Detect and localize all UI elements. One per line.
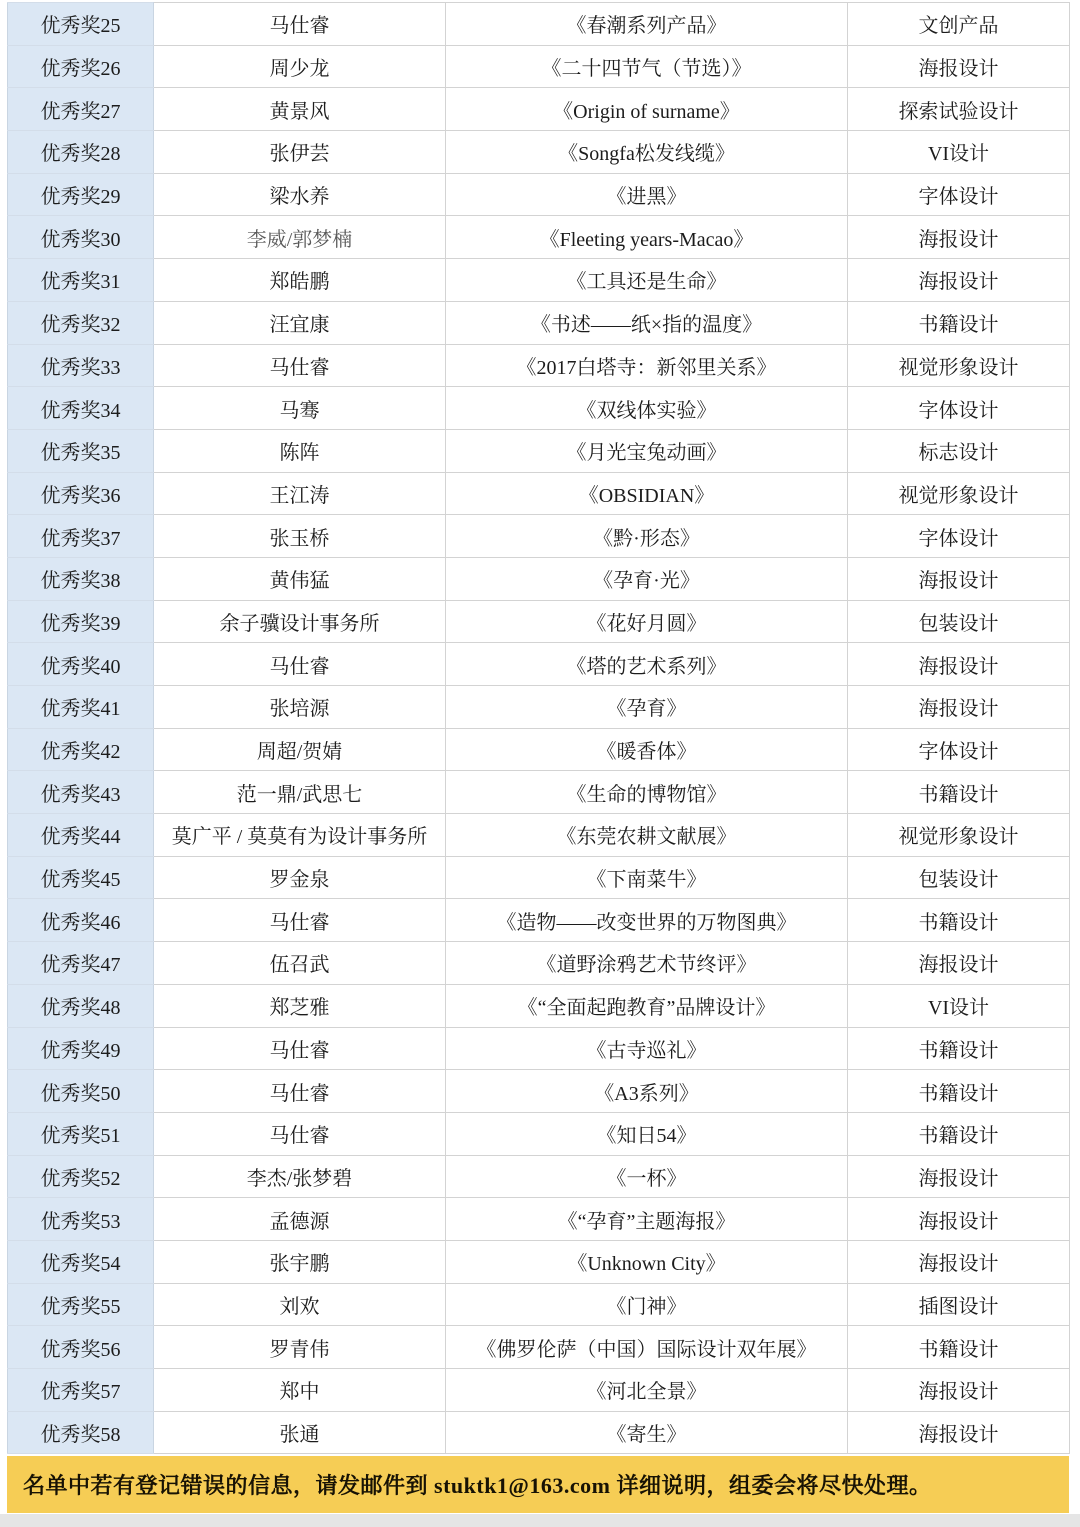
- award-rank-cell: 优秀奖56: [8, 1326, 154, 1369]
- author-cell: 余子骥设计事务所: [154, 600, 446, 643]
- table-row: [8, 1411, 1070, 1454]
- award-rank-cell: 优秀奖51: [8, 1112, 154, 1155]
- author-cell: 汪宜康: [154, 301, 446, 344]
- award-rank-cell: 优秀奖30: [8, 216, 154, 259]
- award-rank-cell: 优秀奖48: [8, 984, 154, 1027]
- award-rank-cell: 优秀奖46: [8, 899, 154, 942]
- work-title-cell: 《Unknown City》: [446, 1240, 848, 1283]
- category-cell: 海报设计: [848, 1240, 1070, 1283]
- work-title-cell: 《花好月圆》: [446, 600, 848, 643]
- category-cell: 书籍设计: [848, 1027, 1070, 1070]
- award-rank-cell: 优秀奖37: [8, 515, 154, 558]
- table-row: [8, 1027, 1070, 1070]
- author-cell: 罗青伟: [154, 1326, 446, 1369]
- category-cell: 海报设计: [848, 1198, 1070, 1241]
- work-title-cell: 《春潮系列产品》: [446, 3, 848, 46]
- category-cell: 字体设计: [848, 728, 1070, 771]
- author-cell: 张伊芸: [154, 131, 446, 174]
- work-title-cell: 《一杯》: [446, 1155, 848, 1198]
- table-row: [8, 686, 1070, 729]
- award-rank-cell: 优秀奖35: [8, 429, 154, 472]
- category-cell: 字体设计: [848, 515, 1070, 558]
- category-cell: 书籍设计: [848, 1112, 1070, 1155]
- table-row: [8, 3, 1070, 46]
- award-rank-cell: 优秀奖44: [8, 814, 154, 857]
- work-title-cell: 《古寺巡礼》: [446, 1027, 848, 1070]
- work-title-cell: 《河北全景》: [446, 1369, 848, 1412]
- table-row: [8, 472, 1070, 515]
- author-cell: 张宇鹏: [154, 1240, 446, 1283]
- author-cell: 马骞: [154, 387, 446, 430]
- category-cell: 视觉形象设计: [848, 472, 1070, 515]
- table-row: [8, 515, 1070, 558]
- table-row: [8, 1198, 1070, 1241]
- contact-email: stuktk1@163.com: [434, 1473, 611, 1499]
- notice-suffix: 详细说明，组委会将尽快处理。: [610, 1473, 932, 1499]
- work-title-cell: 《进黑》: [446, 173, 848, 216]
- work-title-cell: 《寄生》: [446, 1411, 848, 1454]
- author-cell: 张培源: [154, 686, 446, 729]
- work-title-cell: 《月光宝兔动画》: [446, 429, 848, 472]
- work-title-cell: 《孕育》: [446, 686, 848, 729]
- table-row: [8, 259, 1070, 302]
- category-cell: 插图设计: [848, 1283, 1070, 1326]
- work-title-cell: 《生命的博物馆》: [446, 771, 848, 814]
- table-row: [8, 1283, 1070, 1326]
- award-rank-cell: 优秀奖29: [8, 173, 154, 216]
- award-rank-cell: 优秀奖57: [8, 1369, 154, 1412]
- table-row: [8, 1369, 1070, 1412]
- award-rank-cell: 优秀奖39: [8, 600, 154, 643]
- table-row: [8, 643, 1070, 686]
- table-row: [8, 45, 1070, 88]
- category-cell: VI设计: [848, 131, 1070, 174]
- table-row: [8, 1070, 1070, 1113]
- category-cell: 字体设计: [848, 387, 1070, 430]
- work-title-cell: 《黔·形态》: [446, 515, 848, 558]
- work-title-cell: 《下南菜牛》: [446, 856, 848, 899]
- author-cell: 马仕睿: [154, 344, 446, 387]
- category-cell: 海报设计: [848, 259, 1070, 302]
- award-rank-cell: 优秀奖27: [8, 88, 154, 131]
- table-row: [8, 600, 1070, 643]
- author-cell: 郑芝雅: [154, 984, 446, 1027]
- author-cell: 马仕睿: [154, 1112, 446, 1155]
- work-title-cell: 《佛罗伦萨（中国）国际设计双年展》: [446, 1326, 848, 1369]
- author-cell: 张玉桥: [154, 515, 446, 558]
- award-rank-cell: 优秀奖42: [8, 728, 154, 771]
- category-cell: 书籍设计: [848, 771, 1070, 814]
- award-rank-cell: 优秀奖31: [8, 259, 154, 302]
- work-title-cell: 《书述——纸×指的温度》: [446, 301, 848, 344]
- bottom-strip: [0, 1514, 1080, 1527]
- author-cell: 郑皓鹏: [154, 259, 446, 302]
- author-cell: 马仕睿: [154, 1027, 446, 1070]
- table-row: [8, 942, 1070, 985]
- work-title-cell: 《工具还是生命》: [446, 259, 848, 302]
- category-cell: 海报设计: [848, 686, 1070, 729]
- category-cell: 书籍设计: [848, 899, 1070, 942]
- author-cell: 周超/贺婧: [154, 728, 446, 771]
- table-row: [8, 1112, 1070, 1155]
- work-title-cell: 《道野涂鸦艺术节终评》: [446, 942, 848, 985]
- table-row: [8, 216, 1070, 259]
- award-rank-cell: 优秀奖52: [8, 1155, 154, 1198]
- category-cell: 书籍设计: [848, 1326, 1070, 1369]
- author-cell: 刘欢: [154, 1283, 446, 1326]
- table-row: [8, 984, 1070, 1027]
- work-title-cell: 《塔的艺术系列》: [446, 643, 848, 686]
- author-cell: 张通: [154, 1411, 446, 1454]
- award-rank-cell: 优秀奖47: [8, 942, 154, 985]
- author-cell: 马仕睿: [154, 643, 446, 686]
- table-row: [8, 899, 1070, 942]
- author-cell: 孟德源: [154, 1198, 446, 1241]
- author-cell: 范一鼎/武思七: [154, 771, 446, 814]
- author-cell: 王江涛: [154, 472, 446, 515]
- award-rank-cell: 优秀奖28: [8, 131, 154, 174]
- work-title-cell: 《门神》: [446, 1283, 848, 1326]
- table-row: [8, 814, 1070, 857]
- category-cell: 书籍设计: [848, 1070, 1070, 1113]
- work-title-cell: 《东莞农耕文献展》: [446, 814, 848, 857]
- table-row: [8, 301, 1070, 344]
- author-cell: 黄伟猛: [154, 557, 446, 600]
- category-cell: 海报设计: [848, 1155, 1070, 1198]
- category-cell: 字体设计: [848, 173, 1070, 216]
- awards-table-body: [8, 3, 1070, 1454]
- work-title-cell: 《二十四节气（节选）》: [446, 45, 848, 88]
- award-rank-cell: 优秀奖33: [8, 344, 154, 387]
- category-cell: 海报设计: [848, 643, 1070, 686]
- award-rank-cell: 优秀奖25: [8, 3, 154, 46]
- award-rank-cell: 优秀奖41: [8, 686, 154, 729]
- work-title-cell: 《OBSIDIAN》: [446, 472, 848, 515]
- work-title-cell: 《双线体实验》: [446, 387, 848, 430]
- category-cell: 海报设计: [848, 45, 1070, 88]
- category-cell: 视觉形象设计: [848, 814, 1070, 857]
- category-cell: 海报设计: [848, 1369, 1070, 1412]
- category-cell: 视觉形象设计: [848, 344, 1070, 387]
- author-cell: 郑中: [154, 1369, 446, 1412]
- work-title-cell: 《“孕育”主题海报》: [446, 1198, 848, 1241]
- table-row: [8, 344, 1070, 387]
- author-cell: 莫广平 / 莫莫有为设计事务所: [154, 814, 446, 857]
- table-row: [8, 771, 1070, 814]
- work-title-cell: 《暖香体》: [446, 728, 848, 771]
- author-cell: 黄景风: [154, 88, 446, 131]
- author-cell: 罗金泉: [154, 856, 446, 899]
- category-cell: 海报设计: [848, 557, 1070, 600]
- category-cell: 海报设计: [848, 216, 1070, 259]
- award-rank-cell: 优秀奖38: [8, 557, 154, 600]
- author-cell: 陈阵: [154, 429, 446, 472]
- award-rank-cell: 优秀奖55: [8, 1283, 154, 1326]
- category-cell: 包装设计: [848, 600, 1070, 643]
- table-row: [8, 557, 1070, 600]
- work-title-cell: 《“全面起跑教育”品牌设计》: [446, 984, 848, 1027]
- award-rank-cell: 优秀奖43: [8, 771, 154, 814]
- category-cell: 文创产品: [848, 3, 1070, 46]
- author-cell: 梁水养: [154, 173, 446, 216]
- table-row: [8, 131, 1070, 174]
- author-cell: 马仕睿: [154, 899, 446, 942]
- category-cell: 书籍设计: [848, 301, 1070, 344]
- award-rank-cell: 优秀奖54: [8, 1240, 154, 1283]
- author-cell: 马仕睿: [154, 1070, 446, 1113]
- author-cell: 马仕睿: [154, 3, 446, 46]
- work-title-cell: 《Origin of surname》: [446, 88, 848, 131]
- category-cell: 海报设计: [848, 942, 1070, 985]
- work-title-cell: 《Songfa松发线缆》: [446, 131, 848, 174]
- work-title-cell: 《2017白塔寺：新邻里关系》: [446, 344, 848, 387]
- author-cell: 周少龙: [154, 45, 446, 88]
- author-cell: 李威/郭梦楠: [154, 216, 446, 259]
- category-cell: 海报设计: [848, 1411, 1070, 1454]
- table-row: [8, 387, 1070, 430]
- work-title-cell: 《造物——改变世界的万物图典》: [446, 899, 848, 942]
- award-rank-cell: 优秀奖36: [8, 472, 154, 515]
- award-rank-cell: 优秀奖49: [8, 1027, 154, 1070]
- awards-table: [7, 2, 1070, 1454]
- work-title-cell: 《孕育·光》: [446, 557, 848, 600]
- notice-banner: [7, 1456, 1069, 1513]
- work-title-cell: 《Fleeting years-Macao》: [446, 216, 848, 259]
- award-rank-cell: 优秀奖26: [8, 45, 154, 88]
- award-rank-cell: 优秀奖58: [8, 1411, 154, 1454]
- category-cell: 标志设计: [848, 429, 1070, 472]
- award-rank-cell: 优秀奖32: [8, 301, 154, 344]
- table-row: [8, 88, 1070, 131]
- award-rank-cell: 优秀奖50: [8, 1070, 154, 1113]
- table-row: [8, 1326, 1070, 1369]
- category-cell: 包装设计: [848, 856, 1070, 899]
- table-row: [8, 1155, 1070, 1198]
- author-cell: 李杰/张梦碧: [154, 1155, 446, 1198]
- table-row: [8, 728, 1070, 771]
- table-row: [8, 1240, 1070, 1283]
- award-rank-cell: 优秀奖34: [8, 387, 154, 430]
- category-cell: VI设计: [848, 984, 1070, 1027]
- table-row: [8, 856, 1070, 899]
- award-rank-cell: 优秀奖45: [8, 856, 154, 899]
- work-title-cell: 《A3系列》: [446, 1070, 848, 1113]
- author-cell: 伍召武: [154, 942, 446, 985]
- category-cell: 探索试验设计: [848, 88, 1070, 131]
- table-row: [8, 429, 1070, 472]
- award-rank-cell: 优秀奖40: [8, 643, 154, 686]
- table-row: [8, 173, 1070, 216]
- notice-prefix: 名单中若有登记错误的信息，请发邮件到: [23, 1473, 435, 1499]
- notice-text: [23, 1469, 932, 1500]
- award-rank-cell: 优秀奖53: [8, 1198, 154, 1241]
- work-title-cell: 《知日54》: [446, 1112, 848, 1155]
